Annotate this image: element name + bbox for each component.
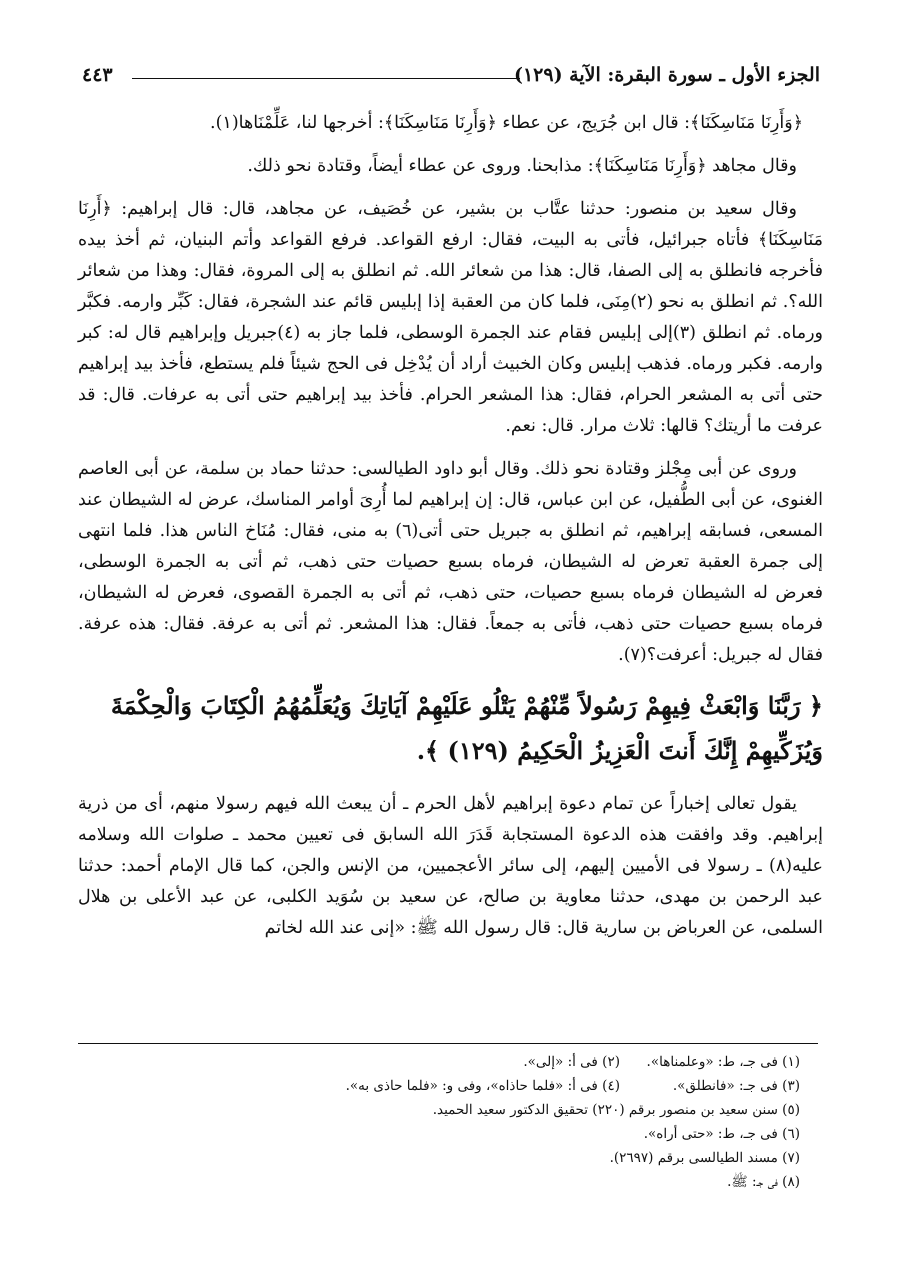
paragraph-3: وقال سعيد بن منصور: حدثنا عتَّاب بن بشير، عن خُصَيف، عن مجاهد، قال: قال إبراهيم: ﴿أَرِنَا مَنَاسِكَنَا﴾ فأتاه جبرائيل، فأتى به البيت، فقال: ارفع القواعد. فرفع القواعد وأتم البنيان، ثم أخذ بيده فأخرجه فانطلق به إلى الصفا، قال: هذا من شعائر الله. ثم انطلق به إلى المروة، فقال: وهذا من شعائر الله؟. ثم انطلق به نحو (٢)مِنَى، فلما كان من العقبة إذا إبليس قائم عند الشجرة، فقال: كَبِّر وارمه. فكبَّر ورماه. ثم انطلق (٣)إلى إبليس فقام عند الجمرة الوسطى، فلما جاز به (٤)جبريل وإبراهيم قال له: كبر وارمه. فكبر ورماه. فذهب إبليس وكان الخبيث أراد أن يُدْخِل فى الحج شيئاً فلم يستطع، فأخذ بيد إبراهيم حتى أتى به المشعر الحرام، فقال: هذا المشعر الحرام. فأخذ بيد إبراهيم حتى أتى به عرفات. قال: قد عرفت ما أريتك؟ قالها: ثلاث مرار. قال: نعم. <box>78 199 823 436</box>
paragraph-2: وقال مجاهد ﴿وَأَرِنَا مَنَاسِكَنَا﴾: مذابحنا. وروى عن عطاء أيضاً، وقتادة نحو ذلك. <box>247 156 797 176</box>
footnote-2: (٢) فى أ: «إلى». <box>523 1054 620 1070</box>
main-text <box>78 108 823 956</box>
commentary-paragraph: يقول تعالى إخباراً عن تمام دعوة إبراهيم لأهل الحرم ـ أن يبعث الله فيهم رسولا منهم، أى من ذرية إبراهيم. وقد وافقت هذه الدعوة المستجابة قَدَرَ الله السابق فى تعيين محمد ـ صلوات الله وسلامه عليه(٨) ـ رسولا فى الأميين إليهم، إلى سائر الأعجميين، من الإنس والجن، كما قال الإمام أحمد: حدثنا عبد الرحمن بن مهدى، حدثنا معاوية بن صالح، عن سعيد بن سُوَيد الكلبى، عن عبد الأعلى بن هلال السلمى، عن العرباض بن سارية قال: قال رسول الله ﷺ: «إنى عند الله لخاتم <box>78 794 823 938</box>
footnote-1: (١) فى جـ، ط: «وعلمناها». <box>646 1054 800 1070</box>
paragraph-1: ﴿وَأَرِنَا مَنَاسِكَنَا﴾: قال ابن جُرَيج، عن عطاء ﴿وَأَرِنَا مَنَاسِكَنَا﴾: أخرجها لنا، عَلِّمْنَاها(١). <box>210 113 803 133</box>
footnote-7: (٧) مسند الطيالسى برقم (٢٦٩٧). <box>609 1150 800 1166</box>
footnote-5: (٥) سنن سعيد بن منصور برقم (٢٢٠) تحقيق الدكتور سعيد الحميد. <box>432 1102 800 1118</box>
footnote-8: (٨) فى جـ: ﷺ. <box>727 1174 800 1190</box>
header-rule <box>132 78 520 79</box>
header-title: الجزء الأول ـ سورة البقرة: الآية (١٢٩) <box>513 64 820 86</box>
footnote-6: (٦) فى جـ، ط: «حتى أراه». <box>643 1126 800 1142</box>
running-header <box>82 62 820 92</box>
paragraph-4: وروى عن أبى مِجْلز وقتادة نحو ذلك. وقال أبو داود الطيالسى: حدثنا حماد بن سلمة، عن أبى العاصم الغنوى، عن أبى الطُّفيل، عن ابن عباس، قال: إن إبراهيم لما أُرِىَ أوامر المناسك، عرض له الشيطان عند المسعى، فسابقه إبراهيم، ثم انطلق به جبريل حتى أتى(٦) به منى، فقال: مُنَاخ الناس هذا. فلما انتهى إلى جمرة العقبة تعرض له الشيطان، فرماه بسبع حصيات حتى ذهب، ثم أتى به الجمرة الوسطى، فعرض له الشيطان فرماه بسبع حصيات، حتى ذهب، ثم أتى به الجمرة القصوى، فعرض له الشيطان، فرماه بسبع حصيات حتى ذهب، فأتى به جمعاً. فقال: هذا المشعر. ثم أتى به عرفة. فقال: هذه عرفة. فقال له جبريل: أعرفت؟(٧). <box>78 459 824 665</box>
footnote-row <box>80 1074 800 1098</box>
footnote-3: (٣) فى جـ: «فانطلق». <box>672 1078 800 1094</box>
page-number: ٤٤٣ <box>82 64 113 86</box>
footnote-4: (٤) فى أ: «فلما حاذاه»، وفى و: «فلما حاذى به». <box>345 1078 620 1094</box>
footnotes <box>80 1050 800 1194</box>
footnote-divider <box>78 1043 818 1044</box>
quran-verse: ﴿ رَبَّنَا وَابْعَثْ فِيهِمْ رَسُولاً مِّنْهُمْ يَتْلُو عَلَيْهِمْ آيَاتِكَ وَيُعَلِّمُهُمُ الْكِتَابَ وَالْحِكْمَةَ وَيُزَكِّيهِمْ إِنَّكَ أَنتَ الْعَزِيزُ الْحَكِيمُ (١٢٩) ﴾. <box>110 691 823 765</box>
footnote-row <box>80 1050 800 1074</box>
